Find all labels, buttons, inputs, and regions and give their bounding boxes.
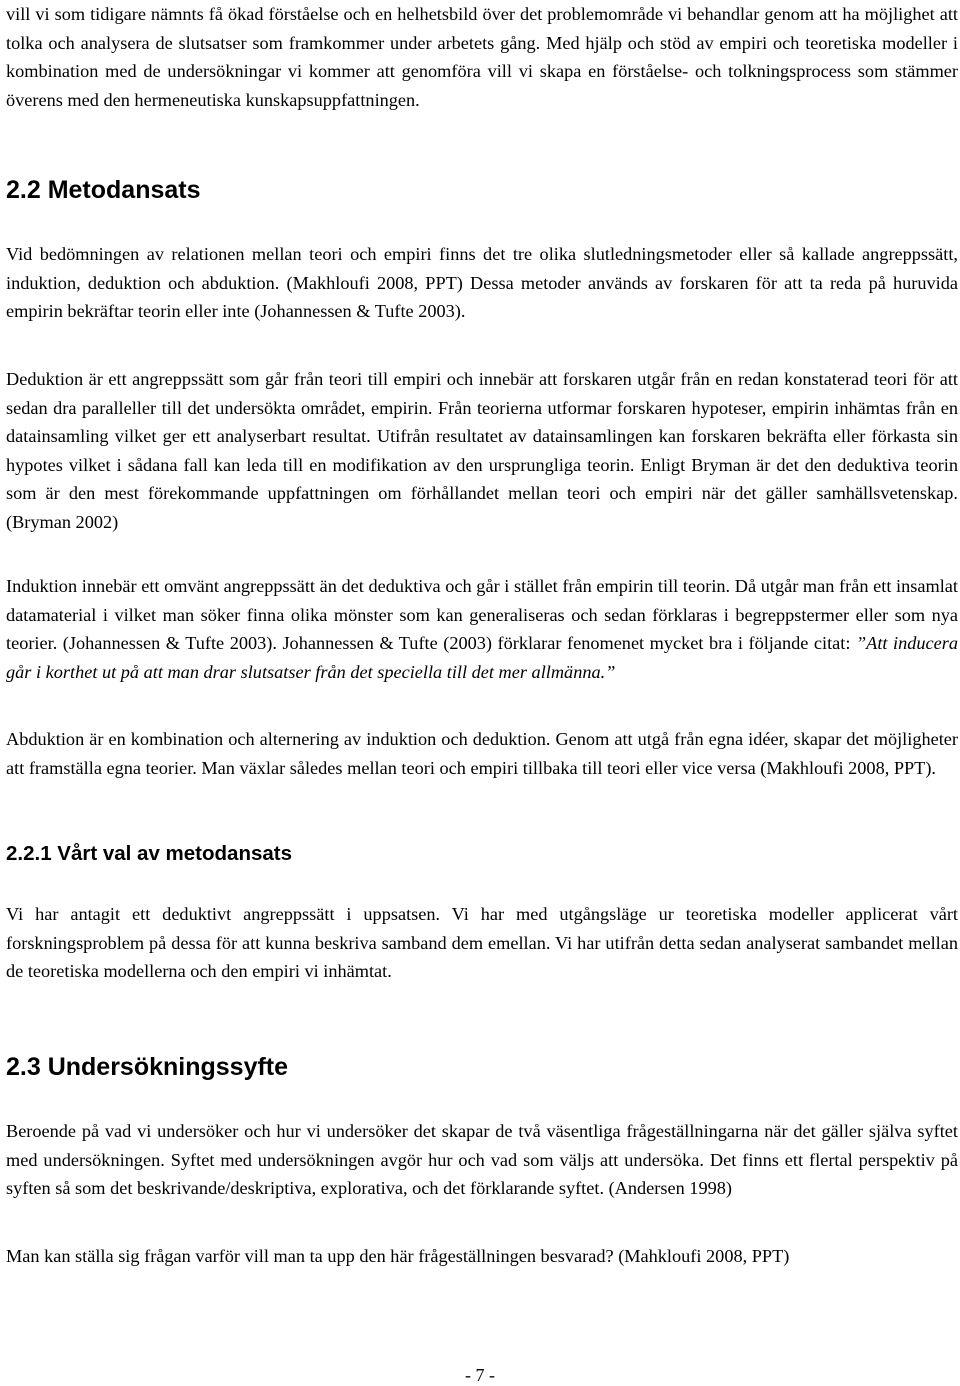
paragraph-vart-val: Vi har antagit ett deduktivt angreppssätt i uppsatsen. Vi har med utgångsläge ur teoretiska modeller applicerat vårt forskningsproblem på dessa för att kunna beskriva samband dem emellan. Vi har utifrån detta sedan analyserat sambandet mellan de teoretiska modellerna och den empiri vi inhämtat. xyxy=(6,904,958,982)
paragraph-slutledningsmetoder: Vid bedömningen av relationen mellan teori och empiri finns det tre olika slutledningsmetoder eller så kallade angreppssätt, induktion, deduktion och abduktion. (Makhloufi 2008, PPT) Dessa metoder används av forskaren för att ta reda på huruvida empirin bekräftar teorin eller inte (Johannessen & Tufte 2003). xyxy=(6,244,958,322)
induktion-quote: ”Att inducera går i korthet ut på att man drar slutsatser från det speciella till det mer allmänna.” xyxy=(6,633,958,682)
paragraph-fragan: Man kan ställa sig frågan varför vill man ta upp den här frågeställningen besvarad? (Mahkloufi 2008, PPT) xyxy=(6,1246,790,1266)
heading-2-2-1-vart-val: 2.2.1 Vårt val av metodansats xyxy=(6,842,293,865)
heading-2-2-metodansats: 2.2 Metodansats xyxy=(6,176,201,204)
paragraph-syfte: Beroende på vad vi undersöker och hur vi undersöker det skapar de två väsentliga frågeställningarna när det gäller själva syftet med undersökningen. Syftet med undersökningen avgör hur och vad som väljs att undersöka. Det finns ett flertal perspektiv på syften så som det beskrivande/deskriptiva, explorativa, och det förklarande syftet. (Andersen 1998) xyxy=(6,1121,958,1199)
paragraph-hermeneutik: vill vi som tidigare nämnts få ökad förståelse och en helhetsbild över det problemområde vi behandlar genom att ha möjlighet att tolka och analysera de slutsatser som framkommer under arbetets gång. Med hjälp och stöd av empiri och teoretiska modeller i kombination med de undersökningar vi kommer att genomföra vill vi skapa en förståelse- och tolkningsprocess som stämmer överens med den hermeneutiska kunskapsuppfattningen. xyxy=(6,4,958,110)
paragraph-induktion xyxy=(6,572,958,686)
page-number: - 7 - xyxy=(465,1365,495,1385)
paragraph-deduktion: Deduktion är ett angreppssätt som går från teori till empiri och innebär att forskaren utgår från en redan konstaterad teori för att sedan dra paralleller till det undersökta området, empirin. Från teorierna utformar forskaren hypoteser, empirin inhämtas från en datainsamling vilket ger ett analyserbart resultat. Utifrån resultatet av datainsamlingen kan forskaren bekräfta eller förkasta sin hypotes vilket i sådana fall kan leda till en modifikation av den ursprungliga teorin. Enligt Bryman är det den deduktiva teorin som är den mest förekommande uppfattningen om förhållandet mellan teori och empiri när det gäller samhällsvetenskap. (Bryman 2002) xyxy=(6,369,958,532)
induktion-text: Induktion innebär ett omvänt angreppssätt än det deduktiva och går i stället från empirin till teorin. Då utgår man från ett insamlat datamaterial i vilket man söker finna olika mönster som kan generaliseras och sedan förklaras i begreppstermer eller som nya teorier. (Johannessen & Tufte 2003). Johannessen & Tufte (2003) förklarar fenomenet mycket bra i följande citat: xyxy=(6,576,958,654)
heading-2-3-undersokningssyfte: 2.3 Undersökningssyfte xyxy=(6,1053,289,1081)
paragraph-abduktion: Abduktion är en kombination och alternering av induktion och deduktion. Genom att utgå från egna idéer, skapar det möjligheter att framställa egna teorier. Man växlar således mellan teori och empiri tillbaka till teori eller vice versa (Makhloufi 2008, PPT). xyxy=(6,729,958,778)
